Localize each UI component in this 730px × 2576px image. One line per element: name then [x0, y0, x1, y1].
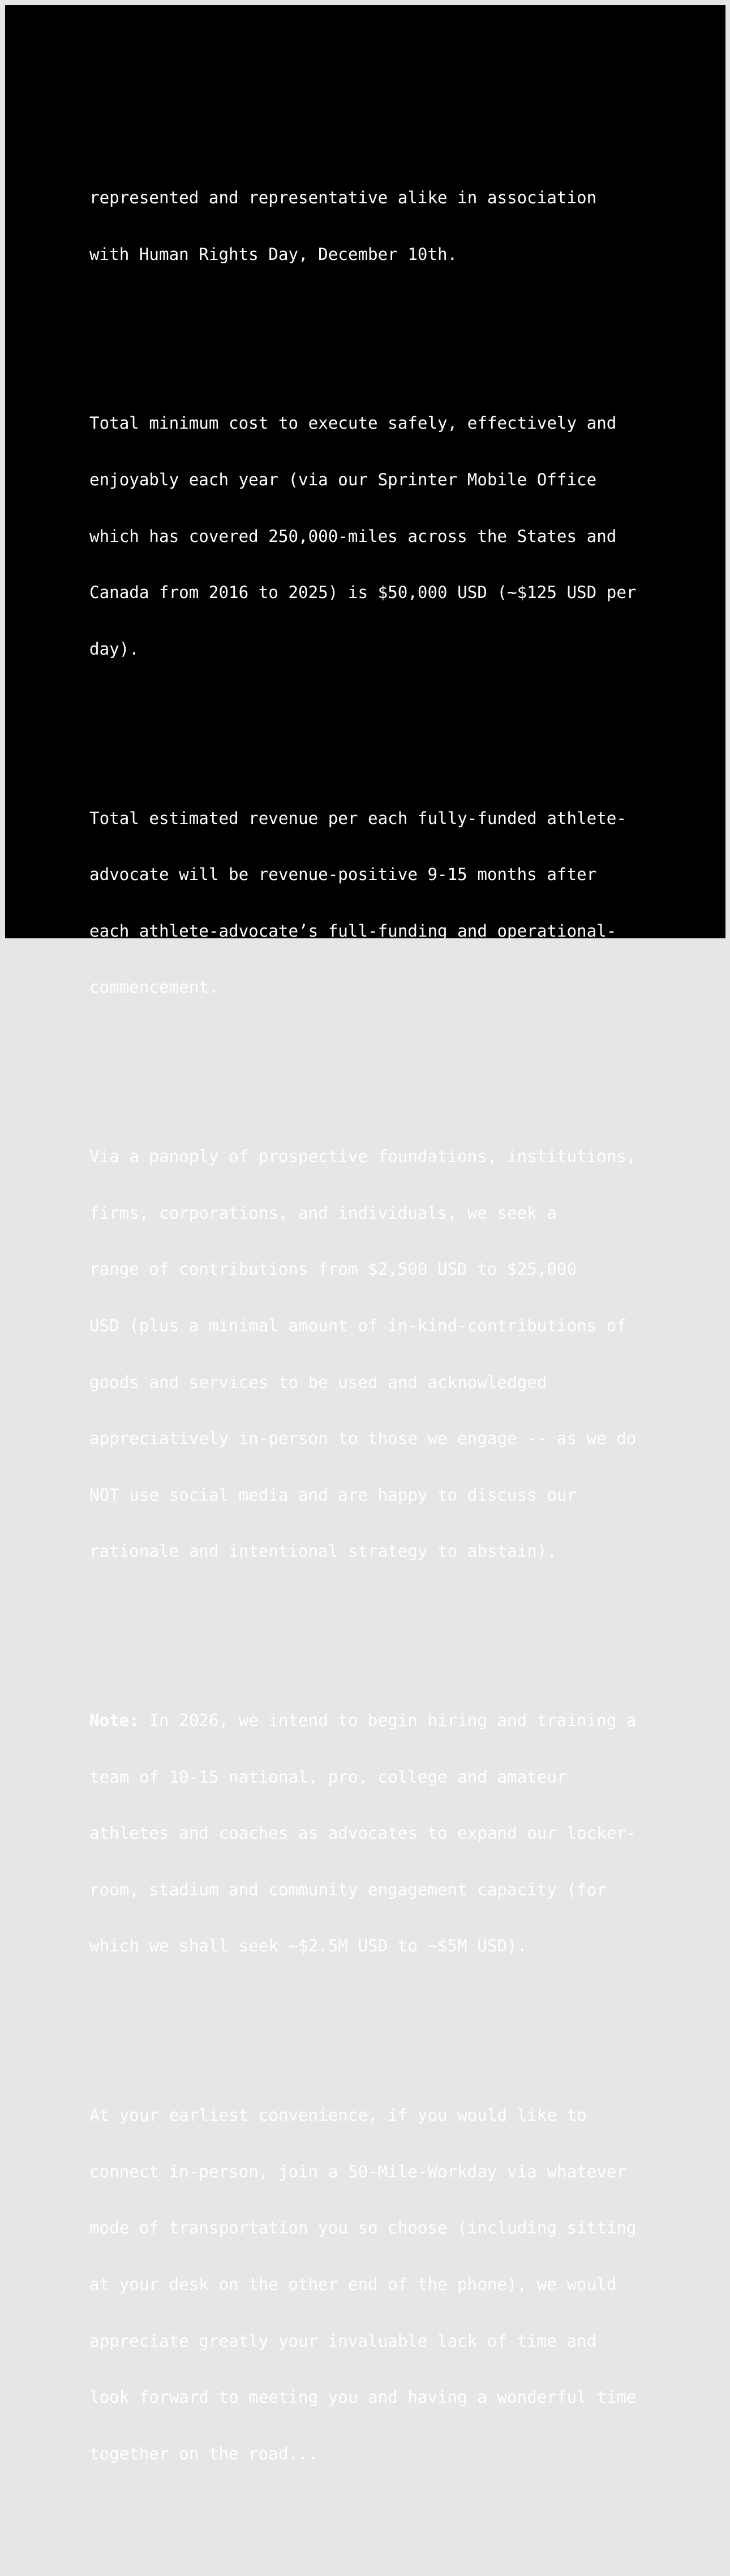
text-line: commencement. [89, 977, 219, 997]
text-line: athletes and coaches as advocates to expand our locker- [89, 1823, 637, 1843]
text-line: at your desk on the other end of the phone), we would [89, 2275, 617, 2295]
text-line: At your earliest convenience, if you would like to [89, 2105, 587, 2125]
paragraph-note [89, 1674, 718, 1993]
text-line: together on the road... [89, 2443, 319, 2463]
text-line: look forward to meeting you and having a wonderful time [89, 2387, 637, 2407]
text-line: rationale and intentional strategy to abstain). [89, 1541, 557, 1561]
text-line: which has covered 250,000-miles across the States and [89, 526, 617, 546]
text-line: Total estimated revenue per each fully-funded athlete- [89, 808, 626, 828]
paragraph-human-rights-day [89, 151, 718, 302]
text-line: advocate will be revenue-positive 9-15 months after [89, 865, 597, 885]
text-line: team of 10-15 national, pro, college and amateur [89, 1767, 567, 1787]
note-label: Note: [89, 1711, 139, 1731]
text-line [89, 1711, 718, 1730]
text-line: each athlete-advocate’s full-funding and operational- [89, 921, 617, 941]
text-line: Via a panoply of prospective foundations, institutions, [89, 1147, 637, 1167]
document-body [89, 95, 718, 2576]
paragraph-minimum-cost [89, 377, 718, 696]
paragraph-estimated-revenue [89, 771, 718, 1035]
note-first-line: In 2026, we intend to begin hiring and training a [139, 1711, 637, 1731]
text-line: Canada from 2016 to 2025) is $50,000 USD (~$125 USD per [89, 583, 637, 603]
text-line: room, stadium and community engagement capacity (for [89, 1879, 607, 1899]
text-line: which we shall seek ~$2.5M USD to ~$5M USD). [89, 1936, 527, 1956]
text-line: Total minimum cost to execute safely, effectively and [89, 413, 617, 433]
text-line: appreciate greatly your invaluable lack of time and [89, 2331, 597, 2351]
text-line: USD (plus a minimal amount of in-kind-contributions of [89, 1315, 626, 1335]
text-line: mode of transportation you so choose (including sitting [89, 2218, 637, 2238]
paragraph-closing-invitation [89, 2069, 718, 2501]
text-line: appreciatively in-person to those we engage -- as we do [89, 1429, 637, 1449]
text-line: enjoyably each year (via our Sprinter Mobile Office [89, 470, 597, 489]
text-line: range of contributions from $2,500 USD to $25,000 [89, 1259, 577, 1279]
document-page [5, 5, 725, 2463]
text-line: NOT use social media and are happy to discuss our [89, 1485, 577, 1505]
text-line: firms, corporations, and individuals, we seek a [89, 1203, 557, 1223]
text-line: with Human Rights Day, December 10th. [89, 244, 458, 264]
text-line: connect in-person, join a 50-Mile-Workday via whatever [89, 2161, 626, 2181]
text-line: goods and services to be used and acknowledged [89, 1372, 547, 1392]
paragraph-contributions [89, 1110, 718, 1599]
text-line: represented and representative alike in association [89, 188, 597, 208]
text-line: day). [89, 639, 139, 659]
